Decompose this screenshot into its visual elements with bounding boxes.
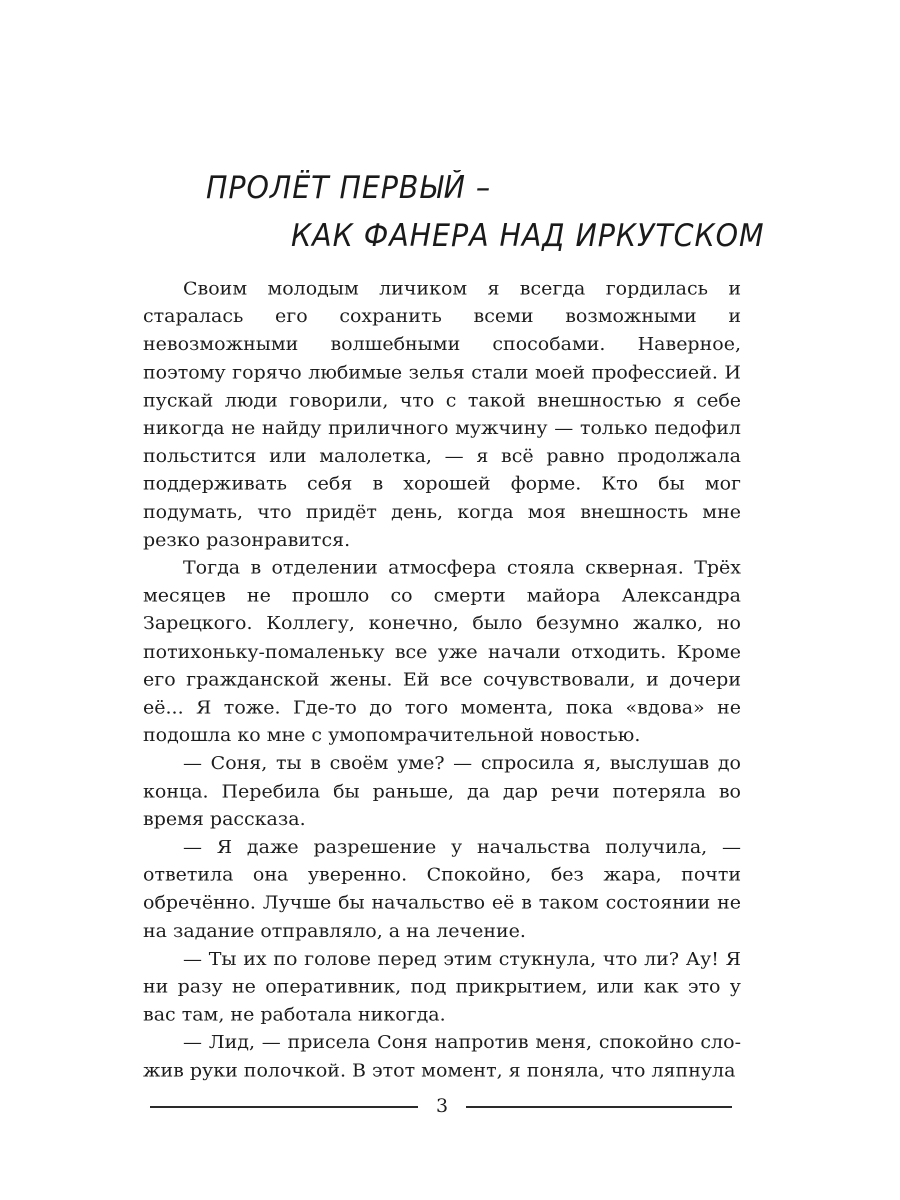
footer-rule-left (150, 1106, 418, 1108)
chapter-title-line-2: КАК ФАНЕРА НАД ИРКУТСКОМ (291, 218, 765, 254)
chapter-title-line-1: ПРОЛЁТ ПЕРВЫЙ – (206, 170, 492, 206)
page-number: 3 (435, 1095, 449, 1117)
paragraph-3: — Соня, ты в своём уме? — спросила я, выслушав до конца. Перебила бы раньше, да дар речи потеряла во время рассказа. (143, 753, 741, 830)
paragraph-1: Своим молодым личиком я всегда гордилась и старалась его сохранить всеми возможными и невозможными волшебными способами. Наверное, поэтому горячо любимые зелья стали моей профессией. И пускай люди говорили, что с такой внешностью я себе никогда не найду приличного мужчину — только педофил польстится или малолетка, — я всё равно продолжала поддерживать себя в хорошей форме. Кто бы мог подумать, что придёт день, когда моя внешность мне резко разонравится. (143, 278, 741, 551)
paragraph-6: — Лид, — присела Соня напротив меня, спокойно сложив руки полочкой. В этот момент, я поняла, что ляпнула (143, 1032, 741, 1082)
body-text (143, 275, 741, 1085)
paragraph-5: — Ты их по голове перед этим стукнула, что ли? Ау! Я ни разу не оперативник, под прикрытием, или как это у вас там, не работала никогда. (143, 948, 741, 1026)
footer-rule-right (466, 1106, 732, 1108)
paragraph-2: Тогда в отделении атмосфера стояла скверная. Трёх месяцев не прошло со смерти майора Александра Зарецкого. Коллегу, конечно, было безумно жалко, но потихоньку-помаленьку все уже начали отходить. Кроме его гражданской жены. Ей все сочувствовали, и дочери её... Я тоже. Где-то до того момента, пока «вдова» не подошла ко мне с умопомрачительной новостью. (143, 557, 741, 746)
page-footer (150, 1094, 732, 1118)
paragraph-4: — Я даже разрешение у начальства получила, — ответила она уверенно. Спокойно, без жара, почти обречённо. Лучше бы начальство её в таком состоянии не на задание отправляло, а на лечение. (143, 837, 741, 942)
